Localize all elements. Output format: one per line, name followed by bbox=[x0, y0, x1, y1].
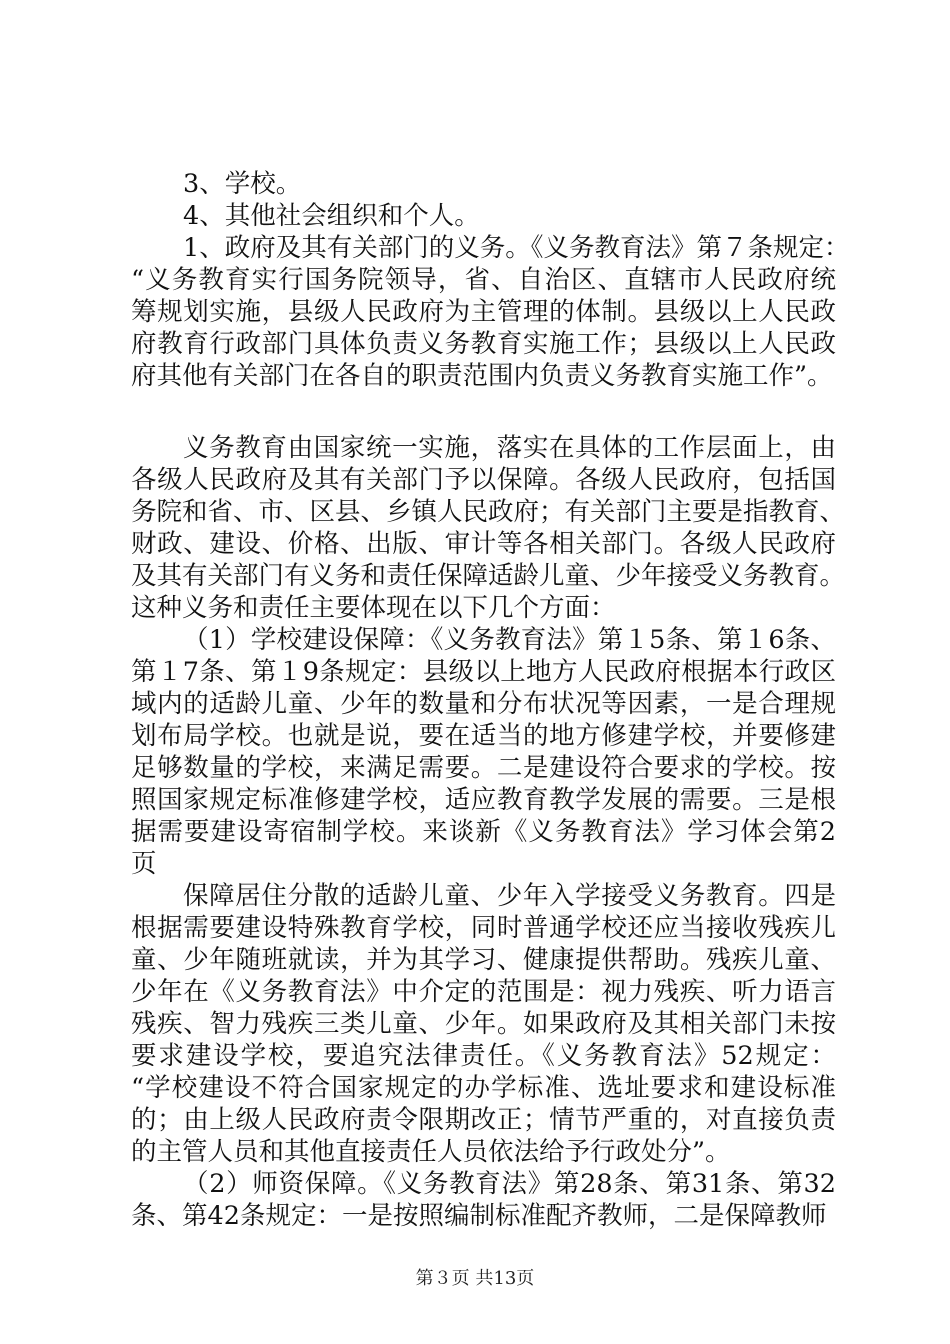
paragraph bbox=[131, 1168, 836, 1232]
text-line: 筹规划实施，县级人民政府为主管理的体制。县级以上人民政 bbox=[131, 297, 836, 327]
page-footer: 第３页 共13页 bbox=[415, 1268, 535, 1289]
text-line: 据需要建设寄宿制学校。来谈新《义务教育法》学习体会第2 bbox=[131, 817, 836, 847]
text-line: （1）学校建设保障：《义务教育法》第１5条、第１6条、 bbox=[183, 625, 836, 655]
text-line: 要求建设学校，要追究法律责任。《义务教育法》52规定： bbox=[131, 1041, 836, 1071]
paragraph bbox=[131, 624, 836, 880]
text-line: 的主管人员和其他直接责任人员依法给予行政处分”。 bbox=[131, 1137, 731, 1167]
document-body bbox=[131, 168, 850, 1232]
text-line: 务院和省、市、区县、乡镇人民政府；有关部门主要是指教育、 bbox=[131, 497, 846, 527]
paragraph bbox=[131, 432, 846, 624]
text-line: 残疾、智力残疾三类儿童、少年。如果政府及其相关部门未按 bbox=[131, 1009, 836, 1039]
text-line: 足够数量的学校，来满足需要。二是建设符合要求的学校。按 bbox=[131, 753, 836, 783]
text-line: 条、第42条规定：一是按照编制标准配齐教师，二是保障教师 bbox=[131, 1201, 827, 1231]
paragraph bbox=[131, 232, 850, 392]
text-line: 3、学校。 bbox=[183, 169, 302, 199]
text-line: 童、少年随班就读，并为其学习、健康提供帮助。残疾儿童、 bbox=[131, 945, 836, 975]
text-line: 第１7条、第１9条规定：县级以上地方人民政府根据本行政区 bbox=[131, 657, 836, 687]
text-line: 府其他有关部门在各自的职责范围内负责义务教育实施工作”。 bbox=[131, 361, 833, 391]
text-line: 4、其他社会组织和个人。 bbox=[183, 201, 480, 231]
text-line: 1、政府及其有关部门的义务。《义务教育法》第７条规定： bbox=[183, 233, 850, 263]
paragraph-gap bbox=[131, 392, 836, 432]
text-line: “义务教育实行国务院领导，省、自治区、直辖市人民政府统 bbox=[131, 265, 836, 295]
text-line: （2）师资保障。《义务教育法》第28条、第31条、第32 bbox=[183, 1169, 836, 1199]
paragraph bbox=[131, 168, 836, 200]
text-line: 少年在《义务教育法》中介定的范围是：视力残疾、听力语言 bbox=[131, 977, 836, 1007]
text-line: 各级人民政府及其有关部门予以保障。各级人民政府，包括国 bbox=[131, 465, 836, 495]
paragraph bbox=[131, 200, 836, 232]
text-line: 的；由上级人民政府责令限期改正；情节严重的，对直接负责 bbox=[131, 1105, 836, 1135]
text-line: 划布局学校。也就是说，要在适当的地方修建学校，并要修建 bbox=[131, 721, 836, 751]
paragraph bbox=[131, 880, 836, 1168]
text-line: 这种义务和责任主要体现在以下几个方面： bbox=[131, 593, 616, 623]
text-line: “学校建设不符合国家规定的办学标准、选址要求和建设标准 bbox=[131, 1073, 836, 1103]
text-line: 及其有关部门有义务和责任保障适龄儿童、少年接受义务教育。 bbox=[131, 561, 846, 591]
text-line: 保障居住分散的适龄儿童、少年入学接受义务教育。四是 bbox=[183, 881, 836, 911]
text-line: 域内的适龄儿童、少年的数量和分布状况等因素，一是合理规 bbox=[131, 689, 836, 719]
text-line: 照国家规定标准修建学校，适应教育教学发展的需要。三是根 bbox=[131, 785, 836, 815]
text-line: 页 bbox=[131, 849, 157, 879]
text-line: 义务教育由国家统一实施，落实在具体的工作层面上，由 bbox=[183, 433, 836, 463]
text-line: 府教育行政部门具体负责义务教育实施工作；县级以上人民政 bbox=[131, 329, 836, 359]
text-line: 财政、建设、价格、出版、审计等各相关部门。各级人民政府 bbox=[131, 529, 836, 559]
text-line: 根据需要建设特殊教育学校，同时普通学校还应当接收残疾儿 bbox=[131, 913, 836, 943]
